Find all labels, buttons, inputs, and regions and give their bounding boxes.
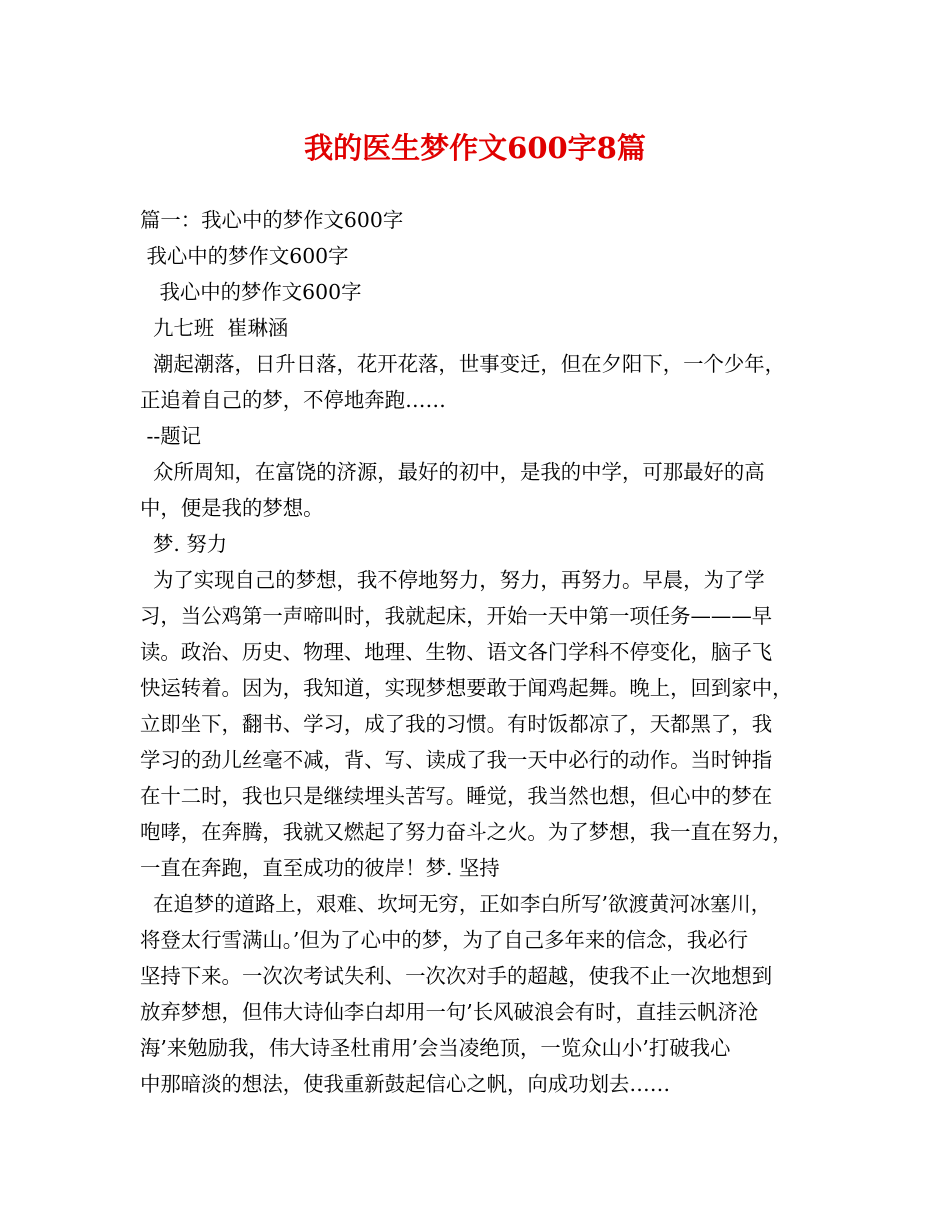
text-line: 正追着自己的梦，不停地奔跑…… xyxy=(140,388,446,412)
text-line: 中那暗淡的想法，使我重新鼓起信心之帆，向成功划去…… xyxy=(140,1072,671,1096)
text-line: 梦. 努力 xyxy=(140,532,228,556)
text-line: 九七班 崔琳涵 xyxy=(140,316,289,340)
document-title: 我的医生梦作文600字8篇 xyxy=(304,131,646,165)
text-line: 海’来勉励我，伟大诗圣杜甫用’会当凌绝顶，一览众山小’打破我心 xyxy=(140,1036,731,1060)
text-line: 坚持下来。一次次考试失利、一次次对手的超越，使我不止一次地想到 xyxy=(140,964,773,988)
text-line: 我心中的梦作文600字 xyxy=(140,244,349,268)
text-line: 篇一：我心中的梦作文600字 xyxy=(140,208,404,232)
text-line: 一直在奔跑，直至成功的彼岸！梦. 坚持 xyxy=(140,856,500,880)
text-line: 我心中的梦作文600字 xyxy=(140,280,362,304)
text-line: 放弃梦想，但伟大诗仙李白却用一句’长风破浪会有时，直挂云帆济沧 xyxy=(140,1000,759,1024)
text-line: 潮起潮落，日升日落，花开花落，世事变迁，但在夕阳下，一个少年， xyxy=(140,352,786,376)
text-line: 将登太行雪满山。’但为了心中的梦，为了自己多年来的信念，我必行 xyxy=(140,928,748,952)
text-line: 读。政治、历史、物理、地理、生物、语文各门学科不停变化，脑子飞 xyxy=(140,640,773,664)
text-line: 众所周知，在富饶的济源，最好的初中，是我的中学，可那最好的高 xyxy=(140,460,765,484)
text-line: 在十二时，我也只是继续埋头苦写。睡觉，我当然也想，但心中的梦在 xyxy=(140,784,773,808)
document-body xyxy=(140,202,830,1102)
text-line: 咆哮，在奔腾，我就又燃起了努力奋斗之火。为了梦想，我一直在努力， xyxy=(140,820,793,844)
text-line: 在追梦的道路上，艰难、坎坷无穷，正如李白所写’欲渡黄河冰塞川， xyxy=(140,892,772,916)
text-line: 快运转着。因为，我知道，实现梦想要敢于闻鸡起舞。晚上，回到家中， xyxy=(140,676,793,700)
text-line: 立即坐下，翻书、学习，成了我的习惯。有时饭都凉了，天都黑了，我 xyxy=(140,712,773,736)
text-line: 学习的劲儿丝毫不减，背、写、读成了我一天中必行的动作。当时钟指 xyxy=(140,748,773,772)
text-line: 中，便是我的梦想。 xyxy=(140,496,324,520)
text-line: --题记 xyxy=(140,424,202,448)
text-line: 为了实现自己的梦想，我不停地努力，努力，再努力。早晨，为了学 xyxy=(140,568,765,592)
text-line: 习，当公鸡第一声啼叫时，我就起床，开始一天中第一项任务———早 xyxy=(140,604,773,628)
